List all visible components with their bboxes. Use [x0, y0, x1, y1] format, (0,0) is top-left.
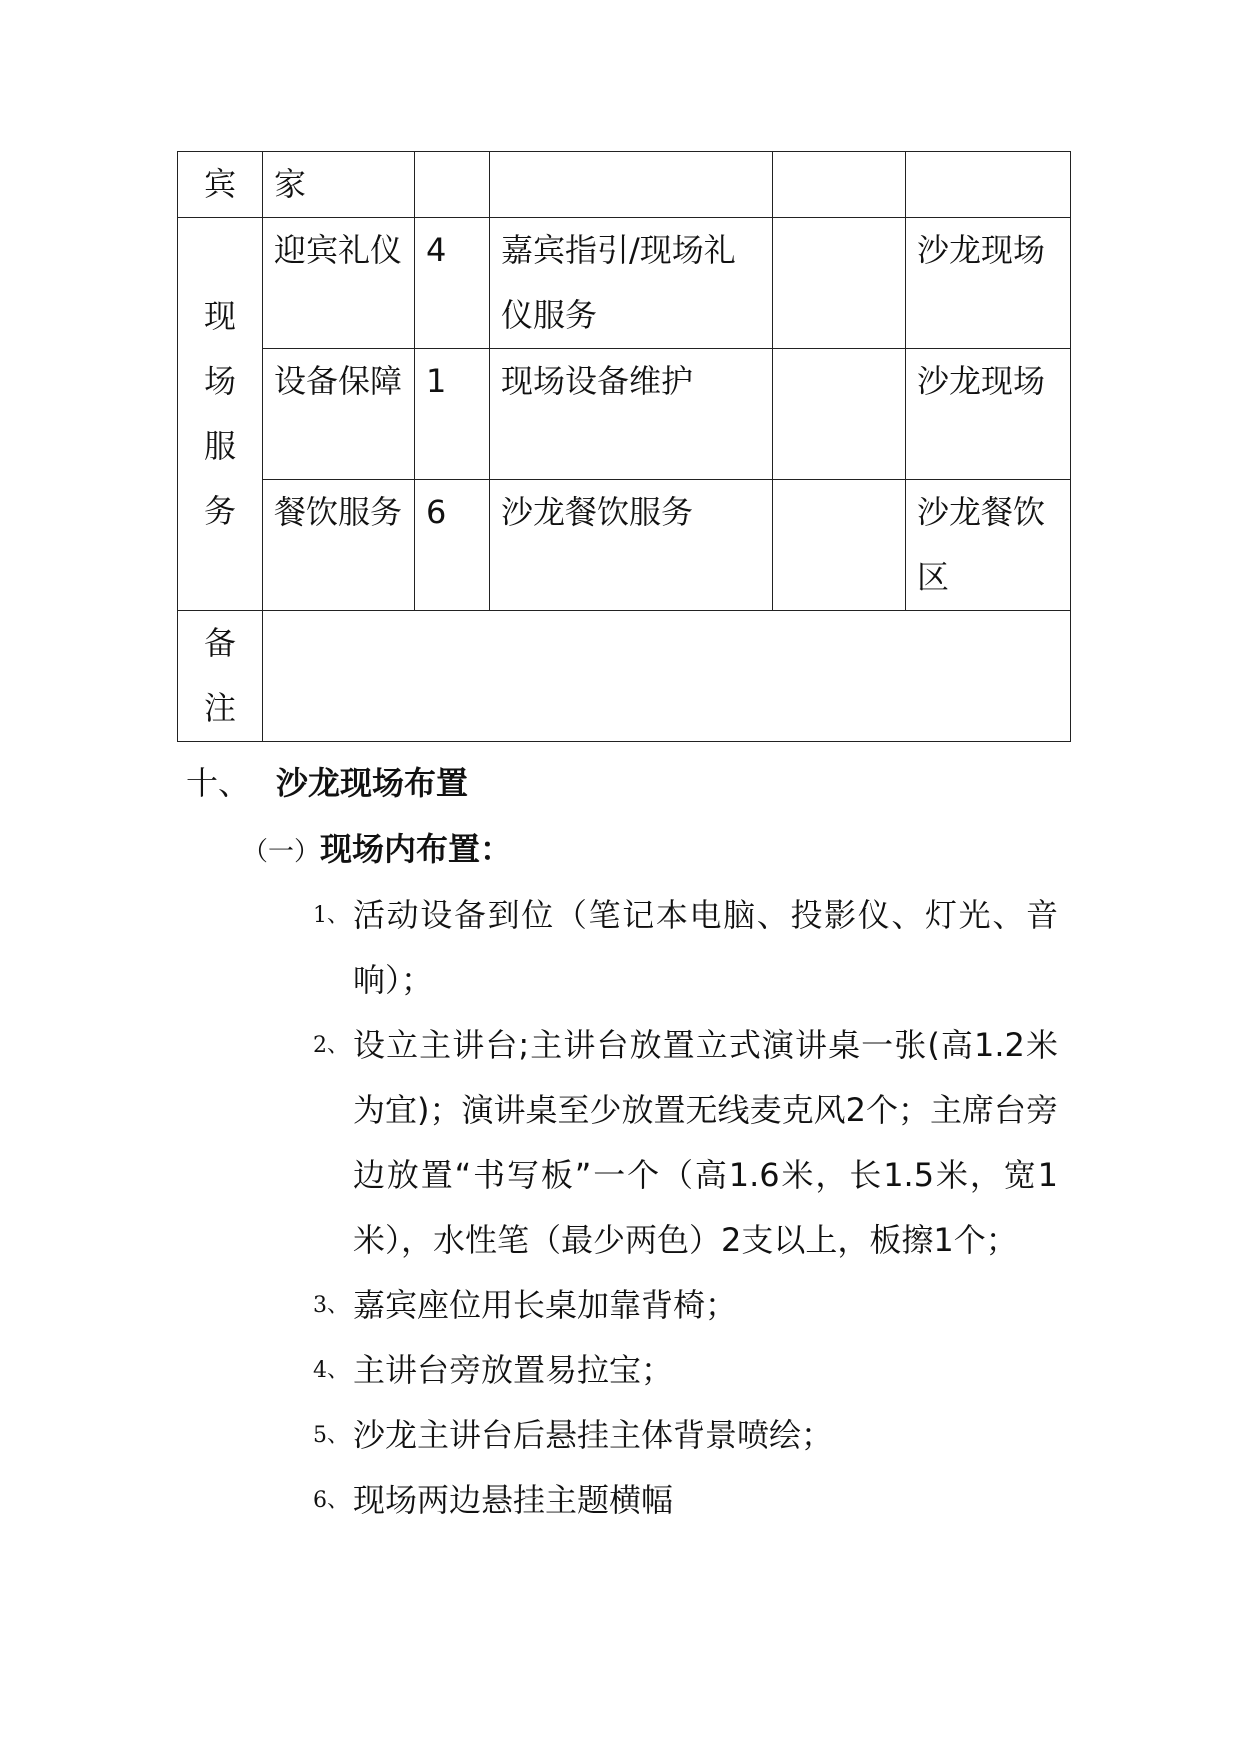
layout-item-list [313, 883, 1058, 1533]
list-item [313, 1403, 1058, 1468]
count-cell [415, 349, 490, 480]
location-text: 沙龙现场 [917, 362, 1046, 400]
category-cell-text: 宾 [203, 165, 236, 203]
group-label: 现场服务 [204, 297, 237, 530]
remarks-label: 备注 [204, 624, 237, 727]
group-label-cell [178, 218, 263, 611]
role-text: 餐饮服务 [274, 493, 403, 531]
staff-table [177, 151, 1071, 742]
table-row [178, 480, 1071, 611]
list-item [313, 1013, 1058, 1273]
list-item-number: 1、 [313, 903, 349, 928]
remarks-label-cell [178, 611, 263, 742]
count-cell [415, 480, 490, 611]
role-text: 迎宾礼仪 [274, 231, 403, 269]
list-item-number: 5、 [313, 1423, 349, 1448]
list-item-text: 沙龙主讲台后悬挂主体背景喷绘； [353, 1416, 834, 1454]
table-cell [415, 152, 490, 218]
remarks-content-cell [263, 611, 1071, 742]
table-cell [906, 152, 1071, 218]
list-item-text: 嘉宾座位用长桌加靠背椅； [353, 1286, 738, 1324]
role-cell [263, 349, 415, 480]
empty-cell [773, 218, 906, 349]
list-item [313, 1338, 1058, 1403]
table-row [178, 611, 1071, 742]
section-number: 十、 [186, 764, 251, 802]
table-cell [178, 152, 263, 218]
location-text: 沙龙餐饮区 [917, 493, 1046, 596]
list-item-number: 6、 [313, 1488, 349, 1513]
role-cell-text: 家 [274, 165, 307, 203]
location-text: 沙龙现场 [917, 231, 1046, 269]
location-cell [906, 480, 1071, 611]
count-text: 1 [426, 362, 447, 400]
table-row [178, 218, 1071, 349]
location-cell [906, 349, 1071, 480]
duty-cell [490, 349, 773, 480]
count-cell [415, 218, 490, 349]
list-item-text: 现场两边悬挂主题横幅 [353, 1481, 674, 1519]
section-title: 沙龙现场布置 [276, 764, 469, 802]
list-item [313, 1273, 1058, 1338]
list-item-number: 3、 [313, 1293, 349, 1318]
list-item-text: 主讲台旁放置易拉宝； [353, 1351, 674, 1389]
empty-cell [773, 349, 906, 480]
table-row [178, 152, 1071, 218]
duty-cell [490, 218, 773, 349]
count-text: 4 [426, 231, 447, 269]
list-item-number: 2、 [313, 1033, 349, 1058]
list-item-text: 活动设备到位（笔记本电脑、投影仪、灯光、音响）； [353, 896, 1058, 999]
role-text: 设备保障 [274, 362, 403, 400]
duty-text: 现场设备维护 [501, 362, 694, 400]
table-cell [263, 152, 415, 218]
section-heading [186, 758, 468, 808]
duty-text: 嘉宾指引/现场礼仪服务 [501, 231, 736, 334]
location-cell [906, 218, 1071, 349]
role-cell [263, 480, 415, 611]
empty-cell [773, 480, 906, 611]
duty-text: 沙龙餐饮服务 [501, 493, 694, 531]
role-cell [263, 218, 415, 349]
subsection-number: （一） [242, 837, 321, 867]
list-item [313, 1468, 1058, 1533]
table-row [178, 349, 1071, 480]
subsection-heading [242, 824, 512, 877]
count-text: 6 [426, 493, 447, 531]
table-cell [490, 152, 773, 218]
list-item-number: 4、 [313, 1358, 349, 1383]
list-item [313, 883, 1058, 1013]
list-item-text: 设立主讲台;主讲台放置立式演讲桌一张(高1.2米为宜)；演讲桌至少放置无线麦克风2个；主席台旁边放置“书写板”一个（高1.6米，长1.5米，宽1米），水性笔（最少两色）2支以上，板擦1个； [353, 1026, 1058, 1259]
subsection-title: 现场内布置： [320, 830, 513, 868]
duty-cell [490, 480, 773, 611]
table-cell [773, 152, 906, 218]
